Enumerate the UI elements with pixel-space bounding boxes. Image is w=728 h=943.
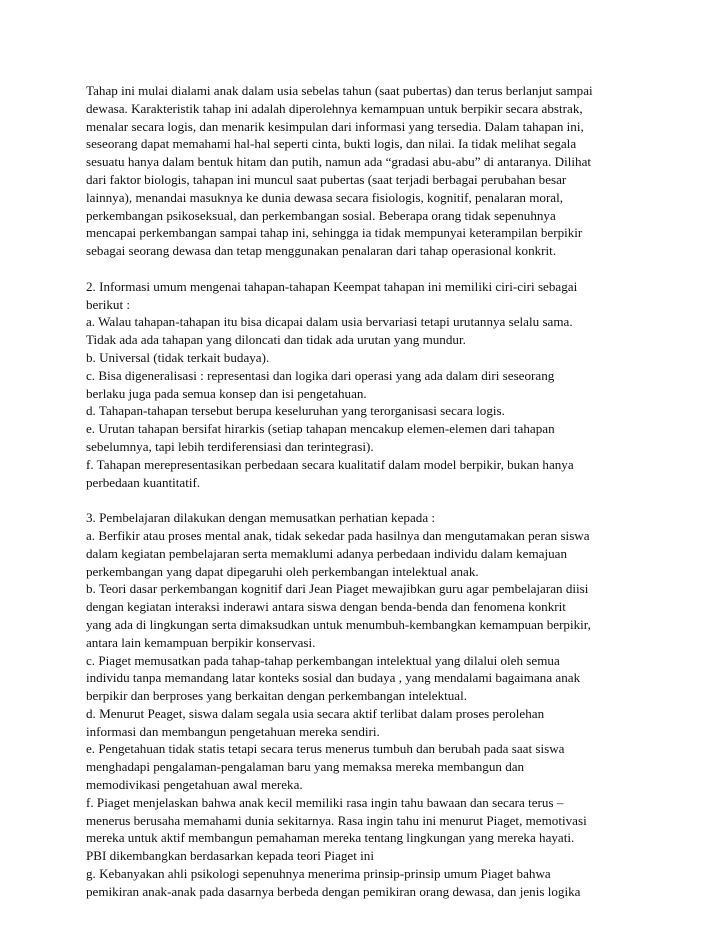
text-line: dengan kegiatan interaksi inderawi antara siswa dengan benda-benda dan fenomena konkrit <box>86 599 566 615</box>
paragraph-intro <box>86 82 646 260</box>
text-line: d. Tahapan-tahapan tersebut berupa keseluruhan yang terorganisasi secara logis. <box>86 403 505 419</box>
text-line: PBI dikembangkan berdasarkan kepada teori Piaget ini <box>86 848 374 864</box>
text-line: mereka untuk aktif membangun pemahaman mereka tentang lingkungan yang mereka hayati. <box>86 830 575 846</box>
text-line: menghadapi pengalaman-pengalaman baru yang memaksa mereka membangun dan <box>86 759 525 775</box>
paragraph-spacer <box>86 260 646 278</box>
text-line: memodivikasi pengetahuan awal mereka. <box>86 777 303 793</box>
text-line: dari faktor biologis, tahapan ini muncul saat pubertas (saat terjadi berbagai perubahan besar <box>86 171 567 187</box>
text-line: Tidak ada ada tahapan yang diloncati dan tidak ada urutan yang mundur. <box>86 332 466 348</box>
text-line: menerus berusaha memahami dunia sekitarnya. Rasa ingin tahu ini menurut Piaget, memotivasi <box>86 812 587 828</box>
text-line: seseorang dapat memahami hal-hal seperti cinta, bukti logis, dan nilai. Ia tidak melihat segala <box>86 136 577 152</box>
text-line: e. Urutan tahapan bersifat hirarkis (setiap tahapan mencakup elemen-elemen dari tahapan <box>86 421 555 437</box>
text-line: individu tanpa memandang latar konteks sosial dan budaya , yang mendalami bagaimana anak <box>86 670 581 686</box>
text-line: sebagai seorang dewasa dan tetap menggunakan penalaran dari tahap operasional konkrit. <box>86 243 557 259</box>
text-line: berikut : <box>86 296 130 312</box>
text-line: b. Universal (tidak terkait budaya). <box>86 349 270 365</box>
paragraph-spacer <box>86 491 646 509</box>
text-line: dalam kegiatan pembelajaran serta memaklumi adanya perbedaan individu dalam kemajuan <box>86 545 567 561</box>
text-line: perkembangan yang dapat dipegaruhi oleh perkembangan intelektual anak. <box>86 563 479 579</box>
paragraph-section-2 <box>86 278 646 492</box>
text-line: dewasa. Karakteristik tahap ini adalah diperolehnya kemampuan untuk berpikir secara abstrak, <box>86 100 583 116</box>
paragraph-section-3 <box>86 509 646 901</box>
text-line: a. Berfikir atau proses mental anak, tidak sekedar pada hasilnya dan mengutamakan peran siswa <box>86 527 590 543</box>
text-line: perkembangan psikoseksual, dan perkembangan sosial. Beberapa orang tidak sepenuhnya <box>86 207 556 223</box>
text-line: Tahap ini mulai dialami anak dalam usia sebelas tahun (saat pubertas) dan terus berlanjut sampai <box>86 83 593 98</box>
text-line: c. Bisa digeneralisasi : representasi dan logika dari operasi yang ada dalam diri seseorang <box>86 367 555 383</box>
text-line: informasi dan membangun pengetahuan mereka sendiri. <box>86 723 380 739</box>
text-line: f. Tahapan merepresentasikan perbedaan secara kualitatif dalam model berpikir, bukan hanya <box>86 456 574 472</box>
text-line: g. Kebanyakan ahli psikologi sepenuhnya menerima prinsip-prinsip umum Piaget bahwa <box>86 866 551 882</box>
text-line: 3. Pembelajaran dilakukan dengan memusatkan perhatian kepada : <box>86 510 436 526</box>
text-line: 2. Informasi umum mengenai tahapan-tahapan Keempat tahapan ini memiliki ciri-ciri sebagai <box>86 278 578 294</box>
text-line: antara lain kemampuan berpikir konservasi. <box>86 634 316 650</box>
text-line: sebelumnya, tapi lebih terdiferensiasi dan terintegrasi). <box>86 438 374 454</box>
text-line: menalar secara logis, dan menarik kesimpulan dari informasi yang tersedia. Dalam tahapan ini, <box>86 118 584 134</box>
text-line: c. Piaget memusatkan pada tahap-tahap perkembangan intelektual yang dilalui oleh semua <box>86 652 560 668</box>
text-line: sesuatu hanya dalam bentuk hitam dan putih, namun ada “gradasi abu-abu” di antaranya. Dilihat <box>86 154 592 170</box>
text-line: e. Pengetahuan tidak statis tetapi secara terus menerus tumbuh dan berubah pada saat siswa <box>86 741 565 757</box>
text-line: yang ada di lingkungan serta dimaksudkan untuk menumbuh-kembangkan kemampuan berpikir, <box>86 616 591 632</box>
text-line: a. Walau tahapan-tahapan itu bisa dicapai dalam usia bervariasi tetapi urutannya selalu sama. <box>86 314 573 330</box>
text-line: mencapai perkembangan sampai tahap ini, sehingga ia tidak mempunyai keterampilan berpikir <box>86 225 583 241</box>
text-line: berpikir dan berproses yang berkaitan dengan perkembangan intelektual. <box>86 688 468 704</box>
document-page <box>86 82 646 901</box>
text-line: b. Teori dasar perkembangan kognitif dari Jean Piaget mewajibkan guru agar pembelajaran diisi <box>86 581 589 597</box>
text-line: f. Piaget menjelaskan bahwa anak kecil memiliki rasa ingin tahu bawaan dan secara terus – <box>86 794 564 810</box>
text-line: perbedaan kuantitatif. <box>86 474 201 490</box>
text-line: berlaku juga pada semua konsep dan isi pengetahuan. <box>86 385 367 401</box>
text-line: lainnya), menandai masuknya ke dunia dewasa secara fisiologis, kognitif, penalaran moral, <box>86 189 564 205</box>
text-line: d. Menurut Peaget, siswa dalam segala usia secara aktif terlibat dalam proses perolehan <box>86 705 545 721</box>
text-line: pemikiran anak-anak pada dasarnya berbeda dengan pemikiran orang dewasa, dan jenis logika <box>86 883 581 899</box>
